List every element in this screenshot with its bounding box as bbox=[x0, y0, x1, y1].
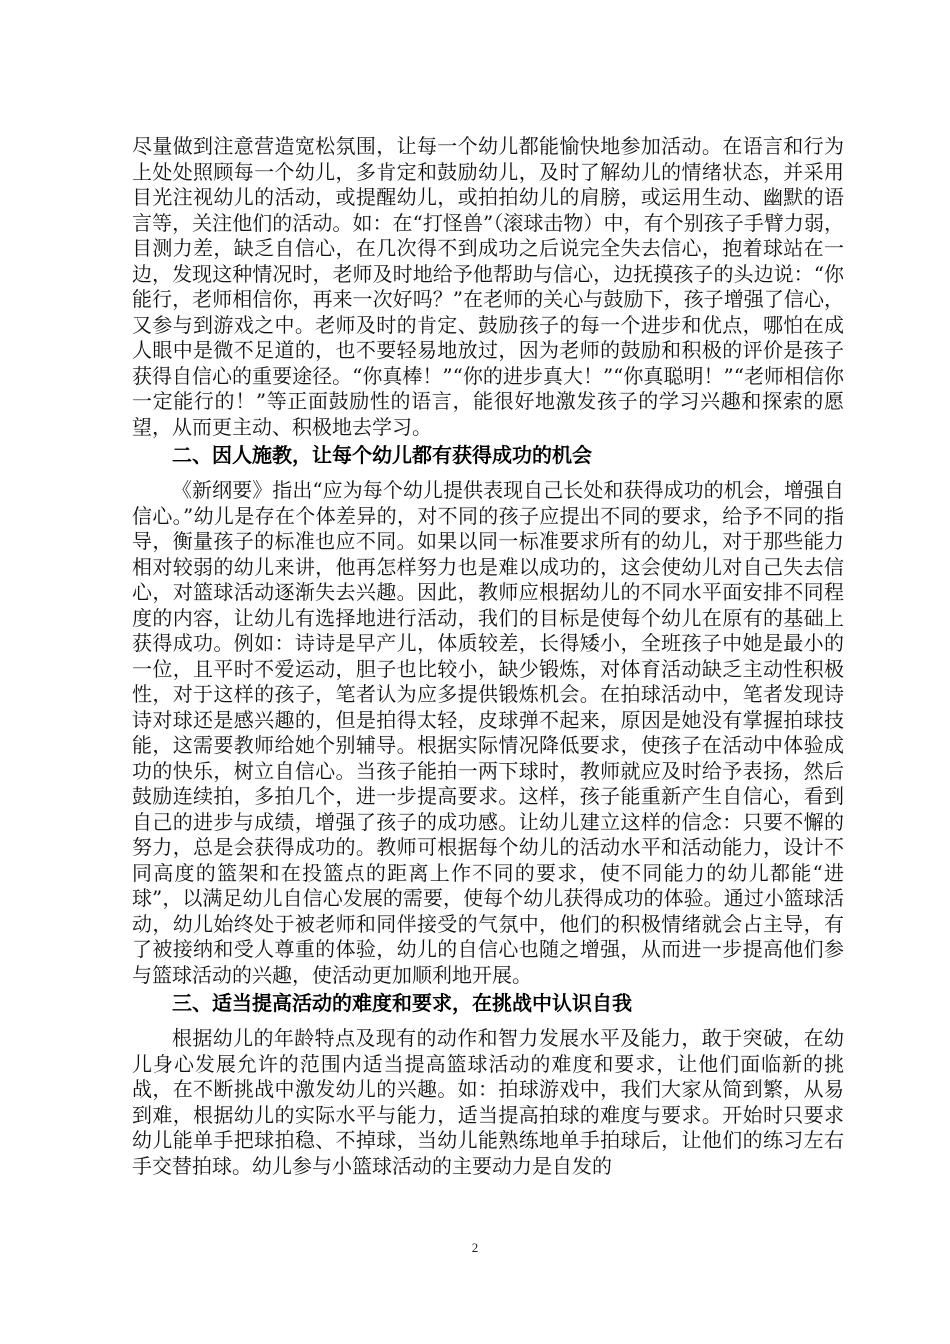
document-body bbox=[132, 134, 844, 1179]
body-paragraph: 根据幼儿的年龄特点及现有的动作和智力发展水平及能力，敢于突破，在幼儿身心发展允许的范围内适当提高篮球活动的难度和要求，让他们面临新的挑战，在不断挑战中激发幼儿的兴趣。如：拍球游戏中，我们大家从简到繁，从易到难，根据幼儿的实际水平与能力，适当提高拍球的难度与要求。开始时只要求幼儿能单手把球拍稳、不掉球，当幼儿能熟练地单手拍球后，让他们的练习左右手交替拍球。幼儿参与小篮球活动的主要动力是自发的 bbox=[132, 1026, 844, 1178]
body-paragraph: 《新纲要》指出“应为每个幼儿提供表现自己长处和获得成功的机会，增强自信心。”幼儿是存在个体差异的，对不同的孩子应提出不同的要求，给予不同的指导，衡量孩子的标准也应不同。如果以同一标准要求所有的幼儿，对于那些能力相对较弱的幼儿来讲，他再怎样努力也是难以成功的，这会使幼儿对自己失去信心，对篮球活动逐渐失去兴趣。因此，教师应根据幼儿的不同水平面安排不同程度的内容，让幼儿有选择地进行活动，我们的目标是使每个幼儿在原有的基础上获得成功。例如：诗诗是早产儿，体质较差，长得矮小，全班孩子中她是最小的一位，且平时不爱运动，胆子也比较小，缺少锻炼，对体育活动缺乏主动性积极性，对于这样的孩子，笔者认为应多提供锻炼机会。在拍球活动中，笔者发现诗诗对球还是感兴趣的，但是拍得太轻，皮球弹不起来，原因是她没有掌握拍球技能，这需要教师给她个别辅导。根据实际情况降低要求，使孩子在活动中体验成功的快乐，树立自信心。当孩子能拍一两下球时，教师就应及时给予表扬，然后鼓励连续拍，多拍几个，进一步提高要求。这样，孩子能重新产生自信心，看到自己的进步与成绩，增强了孩子的成功感。让幼儿建立这样的信念：只要不懈的努力，总是会获得成功的。教师可根据每个幼儿的活动水平和活动能力，设计不同高度的篮架和在投篮点的距离上作不同的要求，使不同能力的幼儿都能“进球”，以满足幼儿自信心发展的需要，使每个幼儿获得成功的体验。通过小篮球活动，幼儿始终处于被老师和同伴接受的气氛中，他们的积极情绪就会占主导，有了被接纳和受人尊重的体验，幼儿的自信心也随之增强，从而进一步提高他们参与篮球活动的兴趣，使活动更加顺利地开展。 bbox=[132, 478, 844, 987]
body-paragraph: 尽量做到注意营造宽松氛围，让每一个幼儿都能愉快地参加活动。在语言和行为上处处照顾每一个幼儿，多肯定和鼓励幼儿，及时了解幼儿的情绪状态，并采用目光注视幼儿的活动，或提醒幼儿，或拍拍幼儿的肩膀，或运用生动、幽默的语言等，关注他们的活动。如：在“打怪兽”（滚球击物）中，有个别孩子手臂力弱，目测力差，缺乏自信心，在几次得不到成功之后说完全失去信心，抱着球站在一边，发现这种情况时，老师及时地给予他帮助与信心，边抚摸孩子的头边说：“你能行，老师相信你，再来一次好吗？”在老师的关心与鼓励下，孩子增强了信心，又参与到游戏之中。老师及时的肯定、鼓励孩子的每一个进步和优点，哪怕在成人眼中是微不足道的，也不要轻易地放过，因为老师的鼓励和积极的评价是孩子获得自信心的重要途径。“你真棒！”“你的进步真大！”“你真聪明！”“老师相信你一定能行的！”等正面鼓励性的语言，能很好地激发孩子的学习兴趣和探索的愿望，从而更主动、积极地去学习。 bbox=[132, 134, 844, 439]
section-heading: 二、因人施教，让每个幼儿都有获得成功的机会 bbox=[172, 443, 592, 467]
page-number: 2 bbox=[471, 1240, 479, 1255]
section-heading: 三、适当提高活动的难度和要求，在挑战中认识自我 bbox=[172, 991, 632, 1015]
